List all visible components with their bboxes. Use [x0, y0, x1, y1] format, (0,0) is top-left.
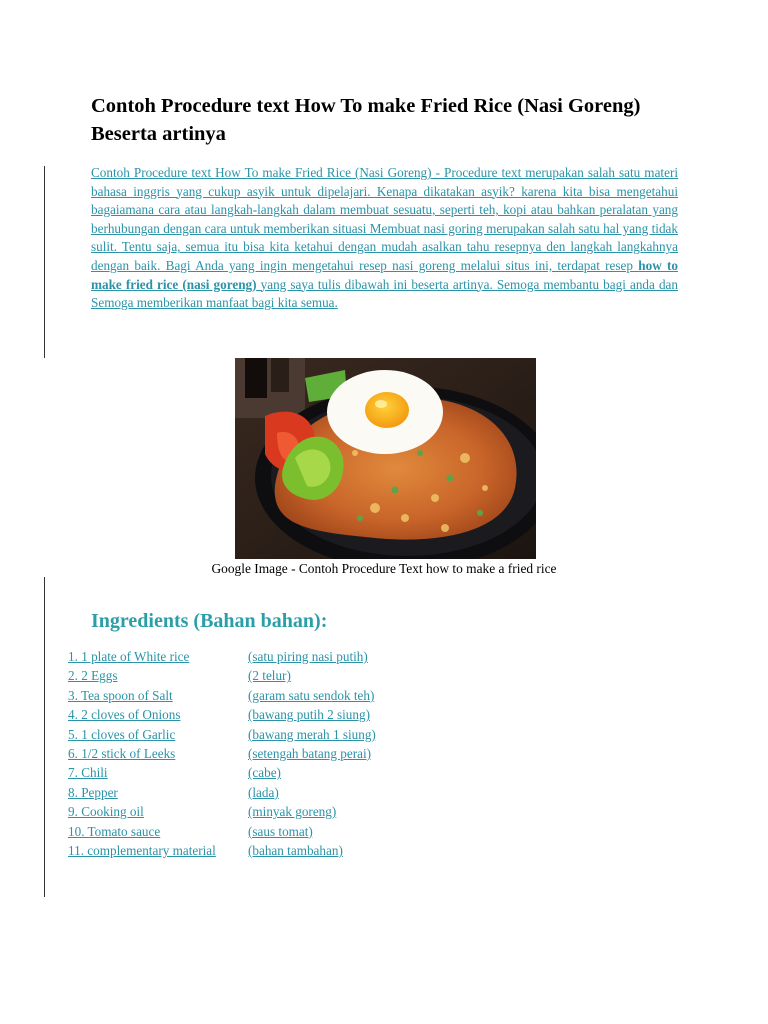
ingredient-name[interactable]: 11. complementary material	[68, 842, 216, 858]
ingredient-translation[interactable]: (minyak goreng)	[248, 804, 337, 820]
ingredient-name[interactable]: 9. Cooking oil	[68, 804, 144, 820]
ingredient-translation[interactable]: (lada)	[248, 784, 279, 800]
intro-bold-link[interactable]: how to make fried rice (nasi goreng)	[91, 257, 679, 292]
ingredients-heading: Ingredients (Bahan bahan):	[91, 610, 328, 632]
ingredient-name[interactable]: 10. Tomato sauce	[68, 823, 161, 839]
ingredient-name[interactable]: 4. 2 cloves of Onions	[68, 707, 181, 723]
margin-change-bar	[44, 166, 45, 358]
ingredient-translation[interactable]: (bawang putih 2 siung)	[248, 707, 370, 723]
ingredient-name[interactable]: 1. 1 plate of White rice	[68, 649, 190, 664]
ingredient-name[interactable]: 5. 1 cloves of Garlic	[68, 726, 176, 742]
ingredient-translation[interactable]: (2 telur)	[248, 668, 291, 684]
ingredient-translation[interactable]: (bawang merah 1 siung)	[248, 726, 376, 742]
ingredient-name[interactable]: 2. 2 Eggs	[68, 668, 118, 684]
ingredient-translation[interactable]: (satu piring nasi putih)	[248, 649, 368, 664]
intro-paragraph	[91, 164, 678, 313]
page-title: Contoh Procedure text How To make Fried Rice (Nasi Goreng) Beserta artinya	[91, 95, 641, 145]
ingredient-translation[interactable]: (bahan tambahan)	[248, 842, 343, 858]
ingredient-name[interactable]: 7. Chili	[68, 765, 108, 781]
ingredient-name[interactable]: 3. Tea spoon of Salt	[68, 687, 173, 703]
margin-change-bar	[44, 577, 45, 897]
ingredient-name[interactable]: 8. Pepper	[68, 784, 118, 800]
ingredient-translation[interactable]: (cabe)	[248, 765, 281, 781]
ingredient-translation[interactable]: (saus tomat)	[248, 823, 313, 839]
image-caption: Google Image - Contoh Procedure Text how to make a fried rice	[211, 561, 557, 576]
ingredient-translation[interactable]: (garam satu sendok teh)	[248, 687, 375, 703]
ingredient-translation[interactable]: (setengah batang perai)	[248, 745, 372, 761]
fried-rice-photo	[235, 358, 536, 559]
intro-link-text[interactable]: yang saya tulis dibawah ini beserta artinya. Semoga membantu bagi anda dan Semoga memberikan manfaat bagi kita semua.	[91, 276, 678, 311]
intro-link-text[interactable]: Contoh Procedure text How To make Fried Rice (Nasi Goreng) - Procedure text merupakan salah satu materi bahasa inggris yang cukup asyik untuk dipelajari. Kenapa dikatakan asyik? karena kita bisa mengetahui bagaiamana cara atau langkah-langkah dalam membuat sesuatu, seperti teh, kopi atau bahkan peralatan yang berhubungan dengan cara untuk memberikan situasi Membuat nasi goring merupakan salah satu hal yang tidak sulit. Tentu saja, semua itu bisa kita ketahui dengan mudah asalkan tahu resepnya den langkah langkahnya dengan baik. Bagi Anda yang ingin mengetahui resep nasi goreng melalui situs ini, terdapat resep	[91, 165, 678, 273]
ingredient-name[interactable]: 6. 1/2 stick of Leeks	[68, 745, 176, 761]
